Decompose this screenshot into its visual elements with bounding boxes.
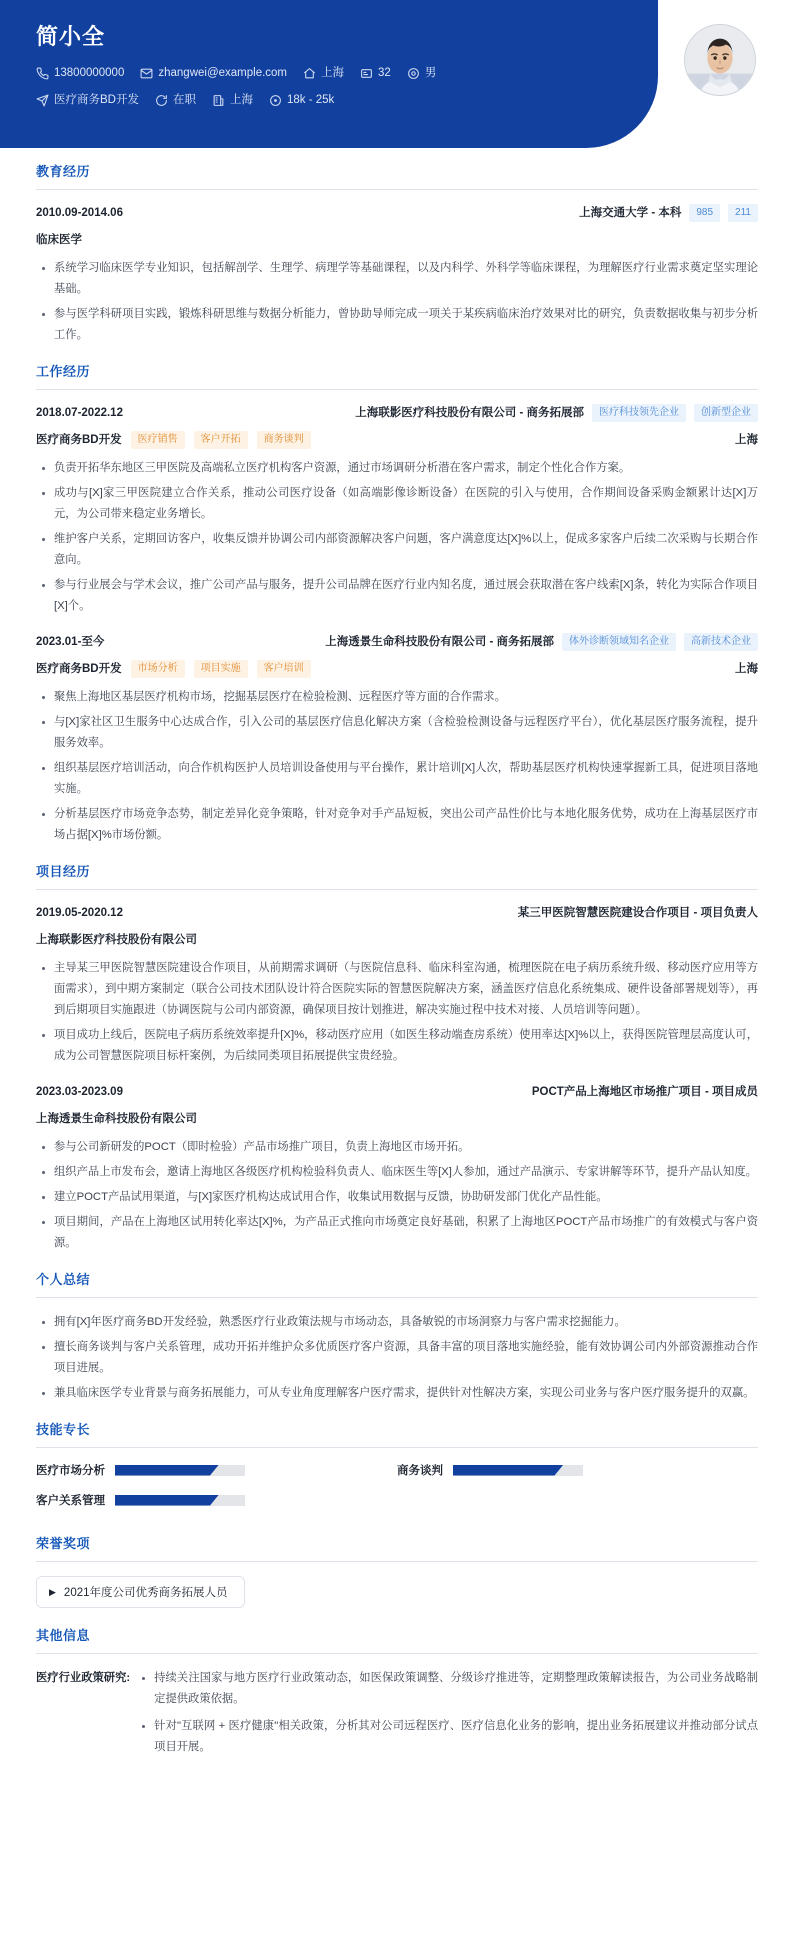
section-work xyxy=(36,362,758,846)
project-company: 上海透景生命科技股份有限公司 xyxy=(36,1113,197,1125)
project-entry xyxy=(36,1083,758,1254)
contact-email xyxy=(140,64,287,82)
project-company: 上海联影医疗科技股份有限公司 xyxy=(36,934,197,946)
section-title-summary: 个人总结 xyxy=(36,1270,758,1298)
skill-item xyxy=(36,1462,397,1478)
skill-label: 客户关系管理 xyxy=(36,1495,105,1507)
expected-city xyxy=(212,91,253,109)
skill-progress-fill xyxy=(453,1465,564,1476)
other-info-bullets xyxy=(136,1668,758,1758)
education-tag: 985 xyxy=(689,204,720,222)
job-status xyxy=(155,91,196,109)
contact-location xyxy=(303,64,344,82)
list-item: 成功与[X]家三甲医院建立合作关系，推动公司医疗设备（如高端影像诊断设备）在医院的引入与使用，合作期间设备采购金额累计达[X]万元，为公司带来稳定业务增长。 xyxy=(36,483,758,525)
expected-city-text: 上海 xyxy=(229,94,253,106)
list-item: 主导某三甲医院智慧医院建设合作项目，从前期需求调研（与医院信息科、临床科室沟通，梳理医院在电子病历系统升级、移动医疗应用等方面需求），到中期方案制定（联合公司技术团队设计符合医院实际的智慧医院解决方案，涵盖医疗信息化系统集成、硬件设备部署规划等），再到后期项目实施跟进（协调医院与公司内部资源，确保项目按计划推进，解决实施过程中技术对接、人员培训等问题）。 xyxy=(36,958,758,1021)
contact-row-secondary xyxy=(36,91,620,109)
work-role: 医疗商务BD开发 xyxy=(36,663,122,675)
skill-label: 医疗市场分析 xyxy=(36,1465,105,1477)
skills-grid xyxy=(36,1462,758,1522)
list-item: 参与公司新研发的POCT（即时检验）产品市场推广项目，负责上海地区市场开拓。 xyxy=(36,1137,758,1158)
contact-gender-text: 男 xyxy=(424,67,437,79)
work-company: 上海联影医疗科技股份有限公司 - 商务拓展部 xyxy=(355,407,584,419)
section-summary xyxy=(36,1270,758,1404)
education-entry-header xyxy=(36,204,758,222)
contact-phone-text: 13800000000 xyxy=(54,67,125,79)
work-skill-tag: 商务谈判 xyxy=(257,431,311,449)
section-title-projects: 项目经历 xyxy=(36,862,758,890)
education-tag: 211 xyxy=(728,204,758,222)
work-skill-tag: 客户开拓 xyxy=(194,431,248,449)
status-icon xyxy=(155,94,168,107)
project-date: 2019.05-2020.12 xyxy=(36,907,123,919)
contact-email-text: zhangwei@example.com xyxy=(158,67,288,79)
list-item: 项目成功上线后，医院电子病历系统效率提升[X]%，移动医疗应用（如医生移动端查房系统）使用率达[X]%以上，获得医院管理层高度认可，成为公司智慧医院项目标杆案例，为后续同类项目拓展提供宝贵经验。 xyxy=(36,1025,758,1067)
list-item: 持续关注国家与地方医疗行业政策动态，如医保政策调整、分级诊疗推进等，定期整理政策解读报告，为公司业务战略制定提供政策依据。 xyxy=(136,1668,758,1710)
contact-phone xyxy=(36,64,124,82)
work-skill-tag: 项目实施 xyxy=(194,660,248,678)
list-item: 参与行业展会与学术会议，推广公司产品与服务，提升公司品牌在医疗行业内知名度，通过展会获取潜在客户线索[X]条，转化为实际合作项目[X]个。 xyxy=(36,575,758,617)
contact-age xyxy=(360,64,391,82)
project-name: POCT产品上海地区市场推广项目 - 项目成员 xyxy=(531,1086,758,1098)
section-skills xyxy=(36,1420,758,1522)
work-bullets xyxy=(36,687,758,846)
send-icon xyxy=(36,94,49,107)
work-entry xyxy=(36,633,758,846)
list-item: 组织基层医疗培训活动，向合作机构医护人员培训设备使用与平台操作，累计培训[X]人次，帮助基层医疗机构快速掌握新工具，促进项目落地实施。 xyxy=(36,758,758,800)
section-title-work: 工作经历 xyxy=(36,362,758,390)
work-date: 2023.01-至今 xyxy=(36,636,105,648)
work-company: 上海透景生命科技股份有限公司 - 商务拓展部 xyxy=(325,636,554,648)
skill-progress-fill xyxy=(115,1465,219,1476)
work-company-tag: 体外诊断领域知名企业 xyxy=(562,633,676,651)
job-status-text: 在职 xyxy=(172,94,196,106)
award-text: 2021年度公司优秀商务拓展人员 xyxy=(63,1587,228,1599)
section-title-skills: 技能专长 xyxy=(36,1420,758,1448)
award-card[interactable] xyxy=(36,1576,245,1608)
work-company-tag: 创新型企业 xyxy=(694,404,758,422)
summary-bullets xyxy=(36,1312,758,1404)
work-role-row xyxy=(36,431,758,449)
project-bullets xyxy=(36,1137,758,1254)
work-city: 上海 xyxy=(735,663,758,675)
play-arrow-icon: ▶ xyxy=(49,1586,56,1597)
list-item: 负责开拓华东地区三甲医院及高端私立医疗机构客户资源，通过市场调研分析潜在客户需求，制定个性化合作方案。 xyxy=(36,458,758,479)
work-bullets xyxy=(36,458,758,617)
work-date: 2018.07-2022.12 xyxy=(36,407,123,419)
project-entry xyxy=(36,904,758,1067)
list-item: 建立POCT产品试用渠道，与[X]家医疗机构达成试用合作，收集试用数据与反馈，协助研发部门优化产品性能。 xyxy=(36,1187,758,1208)
job-intent-text: 医疗商务BD开发 xyxy=(54,94,139,106)
expected-salary xyxy=(269,91,334,109)
education-date: 2010.09-2014.06 xyxy=(36,207,123,219)
other-info-label: 医疗行业政策研究: xyxy=(36,1672,131,1684)
list-item: 擅长商务谈判与客户关系管理，成功开拓并维护众多优质医疗客户资源，具备丰富的项目落地实施经验，能有效协调公司内外部资源推动合作项目进展。 xyxy=(36,1337,758,1379)
section-awards xyxy=(36,1534,758,1622)
section-title-awards: 荣誉奖项 xyxy=(36,1534,758,1562)
home-icon xyxy=(303,67,316,80)
section-projects xyxy=(36,862,758,1254)
work-entry xyxy=(36,404,758,617)
list-item: 组织产品上市发布会，邀请上海地区各级医疗机构检验科负责人、临床医生等[X]人参加，通过产品演示、专家讲解等环节，提升产品认知度。 xyxy=(36,1162,758,1183)
building-icon xyxy=(212,94,225,107)
skill-progress-track xyxy=(115,1465,245,1476)
id-card-icon xyxy=(360,67,373,80)
skill-progress-fill xyxy=(115,1495,219,1506)
work-city: 上海 xyxy=(735,434,758,446)
project-entry-header xyxy=(36,1083,758,1101)
phone-icon xyxy=(36,67,49,80)
section-other-info xyxy=(36,1626,758,1764)
resume-body xyxy=(0,148,794,1798)
list-item: 与[X]家社区卫生服务中心达成合作，引入公司的基层医疗信息化解决方案（含检验检测设备与远程医疗平台），优化基层医疗服务流程，提升服务效率。 xyxy=(36,712,758,754)
work-skill-tag: 市场分析 xyxy=(131,660,185,678)
work-company-tag: 高新技术企业 xyxy=(684,633,758,651)
project-entry-header xyxy=(36,904,758,922)
project-date: 2023.03-2023.09 xyxy=(36,1086,123,1098)
skill-progress-track xyxy=(453,1465,583,1476)
section-title-other-info: 其他信息 xyxy=(36,1626,758,1654)
list-item: 项目期间，产品在上海地区试用转化率达[X]%，为产品正式推向市场奠定良好基础，积累了上海地区POCT产品市场推广的有效模式与客户资源。 xyxy=(36,1212,758,1254)
avatar xyxy=(684,24,756,96)
section-title-education: 教育经历 xyxy=(36,162,758,190)
work-entry-header xyxy=(36,633,758,651)
other-info-body xyxy=(136,1668,758,1764)
list-item: 参与医学科研项目实践，锻炼科研思维与数据分析能力，曾协助导师完成一项关于某疾病临床治疗效果对比的研究，负责数据收集与初步分析工作。 xyxy=(36,304,758,346)
resume-header xyxy=(0,0,794,148)
skill-item xyxy=(36,1492,397,1508)
education-school: 上海交通大学 - 本科 xyxy=(579,207,682,219)
skill-label: 商务谈判 xyxy=(397,1465,443,1477)
contact-row-primary xyxy=(36,64,620,82)
education-major: 临床医学 xyxy=(36,234,82,246)
skill-item xyxy=(397,1462,758,1478)
expected-salary-text: 18k - 25k xyxy=(286,94,335,106)
work-skill-tag: 医疗销售 xyxy=(131,431,185,449)
list-item: 拥有[X]年医疗商务BD开发经验，熟悉医疗行业政策法规与市场动态，具备敏锐的市场洞察力与客户需求挖掘能力。 xyxy=(36,1312,758,1333)
contact-location-text: 上海 xyxy=(321,67,345,79)
contact-age-text: 32 xyxy=(378,67,391,79)
work-entry-header xyxy=(36,404,758,422)
gender-icon xyxy=(407,67,420,80)
mail-icon xyxy=(140,67,153,80)
salary-icon xyxy=(269,94,282,107)
list-item: 系统学习临床医学专业知识，包括解剖学、生理学、病理学等基础课程，以及内科学、外科学等临床课程，为理解医疗行业需求奠定坚实理论基础。 xyxy=(36,258,758,300)
list-item: 聚焦上海地区基层医疗机构市场，挖掘基层医疗在检验检测、远程医疗等方面的合作需求。 xyxy=(36,687,758,708)
work-company-tag: 医疗科技领先企业 xyxy=(592,404,686,422)
list-item: 维护客户关系，定期回访客户，收集反馈并协调公司内部资源解决客户问题，客户满意度达[X]%以上，促成多家客户后续二次采购与长期合作意向。 xyxy=(36,529,758,571)
other-info-row xyxy=(36,1668,758,1764)
project-name: 某三甲医院智慧医院建设合作项目 - 项目负责人 xyxy=(517,907,758,919)
list-item: 分析基层医疗市场竞争态势，制定差异化竞争策略，针对竞争对手产品短板，突出公司产品性价比与本地化服务优势，成功在上海基层医疗市场占据[X]%市场份额。 xyxy=(36,804,758,846)
work-role-row xyxy=(36,660,758,678)
list-item: 兼具临床医学专业背景与商务拓展能力，可从专业角度理解客户医疗需求，提供针对性解决方案，实现公司业务与客户医疗服务提升的双赢。 xyxy=(36,1383,758,1404)
contact-gender xyxy=(407,64,437,82)
list-item: 针对"互联网 + 医疗健康"相关政策，分析其对公司远程医疗、医疗信息化业务的影响，提出业务拓展建议并推动部分试点项目开展。 xyxy=(136,1716,758,1758)
candidate-name: 简小全 xyxy=(36,24,106,49)
job-intent xyxy=(36,91,139,109)
work-role: 医疗商务BD开发 xyxy=(36,434,122,446)
section-education xyxy=(36,162,758,346)
education-bullets xyxy=(36,258,758,346)
education-entry xyxy=(36,204,758,346)
work-skill-tag: 客户培训 xyxy=(257,660,311,678)
skill-progress-track xyxy=(115,1495,245,1506)
project-bullets xyxy=(36,958,758,1067)
avatar-photo xyxy=(685,25,755,95)
